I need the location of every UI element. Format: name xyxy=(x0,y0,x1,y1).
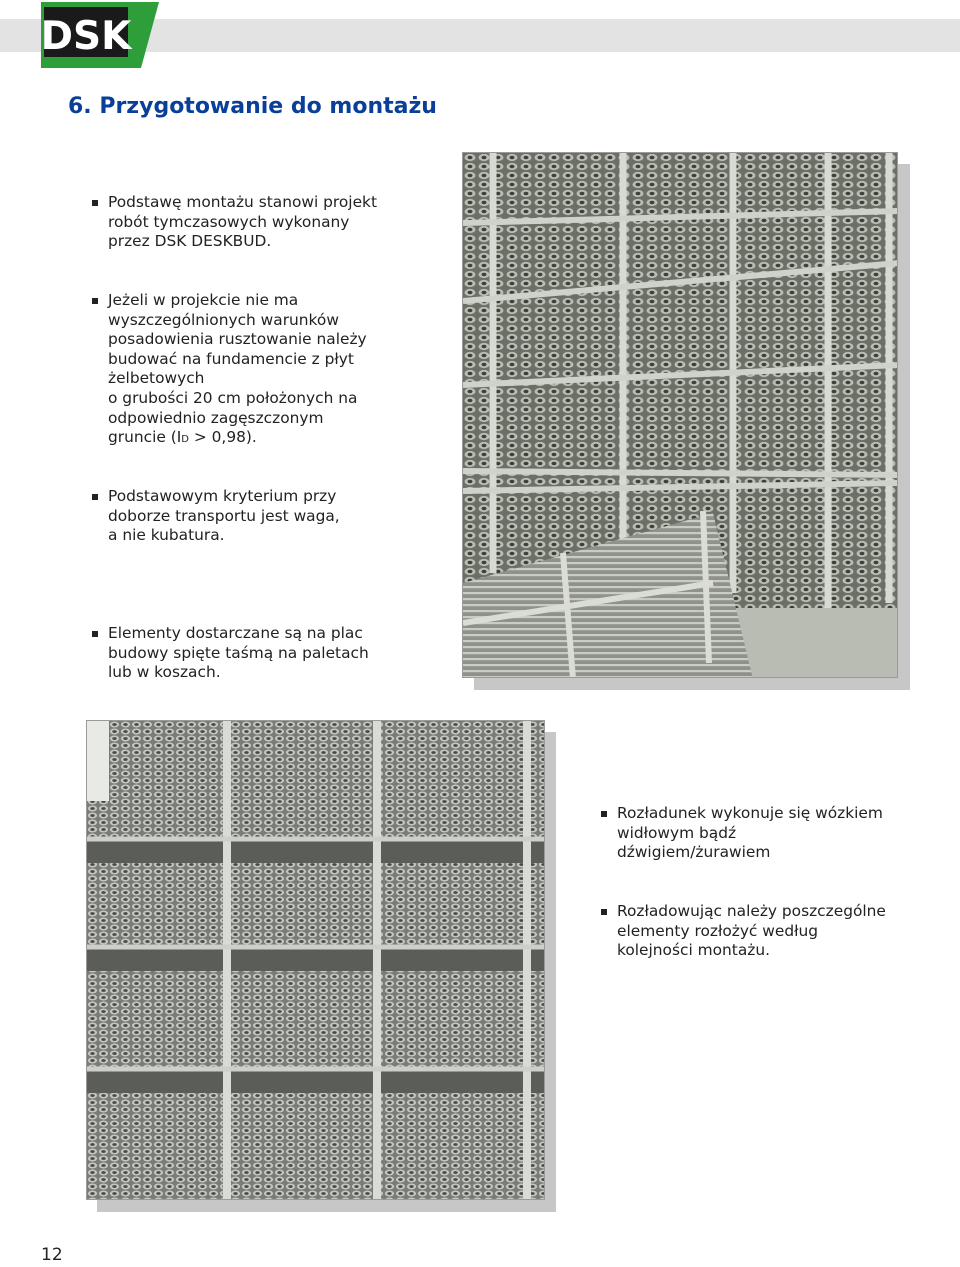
bullet-item: Jeżeli w projekcie nie ma wyszczególnionych warunków posadowienia rusztowanie należy budować na fundamencie z płyt żelbetowych o grubości 20 cm położonych na odpowiednio zagęszczonym gruncie (ID > 0,98). xyxy=(90,291,367,450)
photo-stacked-baskets xyxy=(86,720,556,1212)
page-number: 12 xyxy=(41,1245,63,1265)
bullet-list-3 xyxy=(90,487,340,546)
bullet-item: Rozładunek wykonuje się wózkiem widłowym bądź dźwigiem/żurawiem xyxy=(599,804,883,863)
bullet-list-4 xyxy=(90,624,369,683)
bullet-item: Podstawowym kryterium przy doborze transportu jest waga, a nie kubatura. xyxy=(90,487,340,546)
bullet-list-2 xyxy=(90,291,367,450)
subscript-d: D xyxy=(181,434,189,446)
dsk-logo xyxy=(37,2,159,68)
bullet-list-1 xyxy=(90,193,377,252)
bullet-item: Elementy dostarczane są na plac budowy spięte taśmą na paletach lub w koszach. xyxy=(90,624,369,683)
bullet-list-6 xyxy=(599,902,886,961)
logo-text: DSK xyxy=(40,14,132,59)
bullet-item: Podstawę montażu stanowi projekt robót tymczasowych wykonany przez DSK DESKBUD. xyxy=(90,193,377,252)
bullet-item: Rozładowując należy poszczególne elementy rozłożyć według kolejności montażu. xyxy=(599,902,886,961)
photo-scaffolding-racks xyxy=(462,152,910,690)
page-title: 6. Przygotowanie do montażu xyxy=(68,94,437,119)
bullet-list-5 xyxy=(599,804,883,863)
